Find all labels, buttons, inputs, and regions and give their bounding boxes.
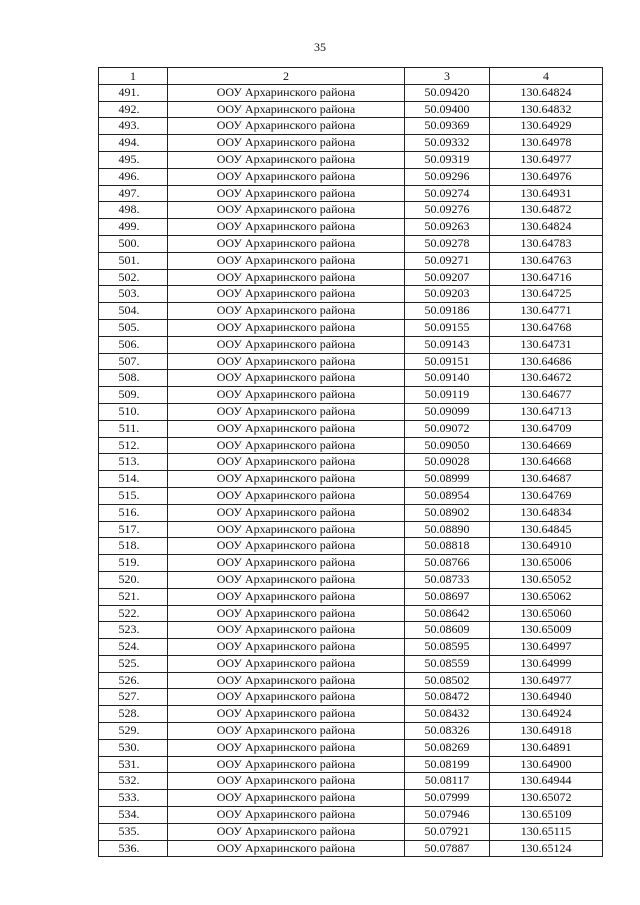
object-name-cell: ООУ Архаринского района xyxy=(168,151,405,168)
object-name-cell: ООУ Архаринского района xyxy=(168,487,405,504)
longitude-cell: 130.64834 xyxy=(490,504,603,521)
longitude-cell: 130.64686 xyxy=(490,353,603,370)
row-number-cell: 534. xyxy=(99,807,168,824)
object-name-cell: ООУ Архаринского района xyxy=(168,756,405,773)
table-row xyxy=(99,353,603,370)
object-name-cell: ООУ Архаринского района xyxy=(168,437,405,454)
row-number-cell: 523. xyxy=(99,622,168,639)
object-name-cell: ООУ Архаринского района xyxy=(168,723,405,740)
longitude-cell: 130.64716 xyxy=(490,269,603,286)
row-number-cell: 519. xyxy=(99,555,168,572)
longitude-cell: 130.65006 xyxy=(490,555,603,572)
object-name-cell: ООУ Архаринского района xyxy=(168,504,405,521)
object-name-cell: ООУ Архаринского района xyxy=(168,571,405,588)
table-row xyxy=(99,706,603,723)
table-row xyxy=(99,723,603,740)
table-row xyxy=(99,101,603,118)
row-number-cell: 502. xyxy=(99,269,168,286)
row-number-cell: 513. xyxy=(99,454,168,471)
row-number-cell: 504. xyxy=(99,303,168,320)
longitude-cell: 130.64824 xyxy=(490,219,603,236)
object-name-cell: ООУ Архаринского района xyxy=(168,706,405,723)
column-header-2: 2 xyxy=(168,68,405,85)
longitude-cell: 130.64910 xyxy=(490,538,603,555)
row-number-cell: 527. xyxy=(99,689,168,706)
row-number-cell: 532. xyxy=(99,773,168,790)
column-header-4: 4 xyxy=(490,68,603,85)
row-number-cell: 524. xyxy=(99,639,168,656)
latitude-cell: 50.08117 xyxy=(405,773,490,790)
row-number-cell: 508. xyxy=(99,370,168,387)
longitude-cell: 130.65060 xyxy=(490,605,603,622)
table-header-row xyxy=(99,68,603,85)
longitude-cell: 130.64918 xyxy=(490,723,603,740)
longitude-cell: 130.64891 xyxy=(490,739,603,756)
object-name-cell: ООУ Архаринского района xyxy=(168,555,405,572)
row-number-cell: 500. xyxy=(99,235,168,252)
object-name-cell: ООУ Архаринского района xyxy=(168,823,405,840)
longitude-cell: 130.64769 xyxy=(490,487,603,504)
latitude-cell: 50.09155 xyxy=(405,319,490,336)
longitude-cell: 130.64669 xyxy=(490,437,603,454)
longitude-cell: 130.64668 xyxy=(490,454,603,471)
longitude-cell: 130.64709 xyxy=(490,420,603,437)
row-number-cell: 501. xyxy=(99,252,168,269)
table-row xyxy=(99,252,603,269)
longitude-cell: 130.65052 xyxy=(490,571,603,588)
row-number-cell: 518. xyxy=(99,538,168,555)
table-row xyxy=(99,471,603,488)
table-row xyxy=(99,370,603,387)
table-row xyxy=(99,655,603,672)
table-row xyxy=(99,185,603,202)
object-name-cell: ООУ Архаринского района xyxy=(168,420,405,437)
table-row xyxy=(99,605,603,622)
table-row xyxy=(99,672,603,689)
latitude-cell: 50.09274 xyxy=(405,185,490,202)
latitude-cell: 50.09119 xyxy=(405,387,490,404)
row-number-cell: 510. xyxy=(99,403,168,420)
object-name-cell: ООУ Архаринского района xyxy=(168,655,405,672)
latitude-cell: 50.08766 xyxy=(405,555,490,572)
table-row xyxy=(99,454,603,471)
longitude-cell: 130.65062 xyxy=(490,588,603,605)
row-number-cell: 526. xyxy=(99,672,168,689)
object-name-cell: ООУ Архаринского района xyxy=(168,521,405,538)
row-number-cell: 494. xyxy=(99,135,168,152)
table-row xyxy=(99,823,603,840)
latitude-cell: 50.08818 xyxy=(405,538,490,555)
object-name-cell: ООУ Архаринского района xyxy=(168,135,405,152)
object-name-cell: ООУ Архаринского района xyxy=(168,101,405,118)
longitude-cell: 130.64725 xyxy=(490,286,603,303)
latitude-cell: 50.09271 xyxy=(405,252,490,269)
row-number-cell: 522. xyxy=(99,605,168,622)
row-number-cell: 492. xyxy=(99,101,168,118)
row-number-cell: 496. xyxy=(99,168,168,185)
latitude-cell: 50.08432 xyxy=(405,706,490,723)
longitude-cell: 130.65009 xyxy=(490,622,603,639)
row-number-cell: 514. xyxy=(99,471,168,488)
latitude-cell: 50.09028 xyxy=(405,454,490,471)
table-row xyxy=(99,118,603,135)
object-name-cell: ООУ Архаринского района xyxy=(168,168,405,185)
object-name-cell: ООУ Архаринского района xyxy=(168,605,405,622)
table-row xyxy=(99,387,603,404)
object-name-cell: ООУ Архаринского района xyxy=(168,403,405,420)
latitude-cell: 50.09400 xyxy=(405,101,490,118)
table-row xyxy=(99,689,603,706)
latitude-cell: 50.08890 xyxy=(405,521,490,538)
latitude-cell: 50.09263 xyxy=(405,219,490,236)
row-number-cell: 506. xyxy=(99,336,168,353)
row-number-cell: 520. xyxy=(99,571,168,588)
object-name-cell: ООУ Архаринского района xyxy=(168,185,405,202)
table-row xyxy=(99,773,603,790)
row-number-cell: 533. xyxy=(99,790,168,807)
latitude-cell: 50.08559 xyxy=(405,655,490,672)
longitude-cell: 130.64977 xyxy=(490,151,603,168)
object-name-cell: ООУ Архаринского района xyxy=(168,622,405,639)
longitude-cell: 130.64687 xyxy=(490,471,603,488)
object-name-cell: ООУ Архаринского района xyxy=(168,319,405,336)
object-name-cell: ООУ Архаринского района xyxy=(168,219,405,236)
longitude-cell: 130.64824 xyxy=(490,84,603,101)
longitude-cell: 130.64900 xyxy=(490,756,603,773)
row-number-cell: 497. xyxy=(99,185,168,202)
row-number-cell: 531. xyxy=(99,756,168,773)
object-name-cell: ООУ Архаринского района xyxy=(168,303,405,320)
latitude-cell: 50.09099 xyxy=(405,403,490,420)
latitude-cell: 50.09072 xyxy=(405,420,490,437)
latitude-cell: 50.09278 xyxy=(405,235,490,252)
table-body xyxy=(99,84,603,857)
latitude-cell: 50.09296 xyxy=(405,168,490,185)
latitude-cell: 50.08902 xyxy=(405,504,490,521)
longitude-cell: 130.64929 xyxy=(490,118,603,135)
longitude-cell: 130.64768 xyxy=(490,319,603,336)
latitude-cell: 50.08472 xyxy=(405,689,490,706)
longitude-cell: 130.64924 xyxy=(490,706,603,723)
latitude-cell: 50.08502 xyxy=(405,672,490,689)
row-number-cell: 491. xyxy=(99,84,168,101)
longitude-cell: 130.64931 xyxy=(490,185,603,202)
longitude-cell: 130.64731 xyxy=(490,336,603,353)
row-number-cell: 503. xyxy=(99,286,168,303)
latitude-cell: 50.09420 xyxy=(405,84,490,101)
row-number-cell: 530. xyxy=(99,739,168,756)
latitude-cell: 50.08697 xyxy=(405,588,490,605)
row-number-cell: 525. xyxy=(99,655,168,672)
object-name-cell: ООУ Архаринского района xyxy=(168,252,405,269)
longitude-cell: 130.64940 xyxy=(490,689,603,706)
latitude-cell: 50.09143 xyxy=(405,336,490,353)
longitude-cell: 130.64713 xyxy=(490,403,603,420)
longitude-cell: 130.65124 xyxy=(490,840,603,857)
longitude-cell: 130.64771 xyxy=(490,303,603,320)
longitude-cell: 130.64997 xyxy=(490,639,603,656)
object-name-cell: ООУ Архаринского района xyxy=(168,286,405,303)
row-number-cell: 528. xyxy=(99,706,168,723)
table-row xyxy=(99,588,603,605)
longitude-cell: 130.64677 xyxy=(490,387,603,404)
longitude-cell: 130.64672 xyxy=(490,370,603,387)
object-name-cell: ООУ Архаринского района xyxy=(168,689,405,706)
longitude-cell: 130.64783 xyxy=(490,235,603,252)
object-name-cell: ООУ Архаринского района xyxy=(168,807,405,824)
longitude-cell: 130.65072 xyxy=(490,790,603,807)
table-row xyxy=(99,571,603,588)
table-row xyxy=(99,235,603,252)
latitude-cell: 50.08199 xyxy=(405,756,490,773)
object-name-cell: ООУ Архаринского района xyxy=(168,370,405,387)
column-header-1: 1 xyxy=(99,68,168,85)
latitude-cell: 50.08733 xyxy=(405,571,490,588)
table-row xyxy=(99,739,603,756)
object-name-cell: ООУ Архаринского района xyxy=(168,739,405,756)
table-row xyxy=(99,336,603,353)
latitude-cell: 50.07999 xyxy=(405,790,490,807)
latitude-cell: 50.08954 xyxy=(405,487,490,504)
row-number-cell: 536. xyxy=(99,840,168,857)
longitude-cell: 130.64999 xyxy=(490,655,603,672)
row-number-cell: 498. xyxy=(99,202,168,219)
table-row xyxy=(99,319,603,336)
longitude-cell: 130.64872 xyxy=(490,202,603,219)
row-number-cell: 507. xyxy=(99,353,168,370)
row-number-cell: 493. xyxy=(99,118,168,135)
longitude-cell: 130.65115 xyxy=(490,823,603,840)
latitude-cell: 50.09276 xyxy=(405,202,490,219)
latitude-cell: 50.09050 xyxy=(405,437,490,454)
row-number-cell: 517. xyxy=(99,521,168,538)
latitude-cell: 50.09151 xyxy=(405,353,490,370)
longitude-cell: 130.64978 xyxy=(490,135,603,152)
table-row xyxy=(99,151,603,168)
object-name-cell: ООУ Архаринского района xyxy=(168,790,405,807)
object-name-cell: ООУ Архаринского района xyxy=(168,454,405,471)
row-number-cell: 515. xyxy=(99,487,168,504)
object-name-cell: ООУ Архаринского района xyxy=(168,269,405,286)
table-row xyxy=(99,756,603,773)
latitude-cell: 50.08595 xyxy=(405,639,490,656)
object-name-cell: ООУ Архаринского района xyxy=(168,639,405,656)
table-row xyxy=(99,403,603,420)
latitude-cell: 50.09369 xyxy=(405,118,490,135)
table-row xyxy=(99,639,603,656)
object-name-cell: ООУ Архаринского района xyxy=(168,588,405,605)
latitude-cell: 50.07921 xyxy=(405,823,490,840)
longitude-cell: 130.65109 xyxy=(490,807,603,824)
latitude-cell: 50.08609 xyxy=(405,622,490,639)
longitude-cell: 130.64944 xyxy=(490,773,603,790)
table-row xyxy=(99,437,603,454)
row-number-cell: 516. xyxy=(99,504,168,521)
row-number-cell: 509. xyxy=(99,387,168,404)
table-row xyxy=(99,135,603,152)
object-name-cell: ООУ Архаринского района xyxy=(168,336,405,353)
latitude-cell: 50.09186 xyxy=(405,303,490,320)
latitude-cell: 50.08326 xyxy=(405,723,490,740)
table-row xyxy=(99,840,603,857)
table-row xyxy=(99,420,603,437)
object-name-cell: ООУ Архаринского района xyxy=(168,202,405,219)
table-row xyxy=(99,84,603,101)
table-row xyxy=(99,521,603,538)
latitude-cell: 50.07946 xyxy=(405,807,490,824)
latitude-cell: 50.09319 xyxy=(405,151,490,168)
object-name-cell: ООУ Архаринского района xyxy=(168,538,405,555)
table-row xyxy=(99,168,603,185)
column-header-3: 3 xyxy=(405,68,490,85)
table-row xyxy=(99,269,603,286)
row-number-cell: 535. xyxy=(99,823,168,840)
longitude-cell: 130.64977 xyxy=(490,672,603,689)
table-row xyxy=(99,303,603,320)
table-row xyxy=(99,219,603,236)
latitude-cell: 50.09140 xyxy=(405,370,490,387)
latitude-cell: 50.09332 xyxy=(405,135,490,152)
object-name-cell: ООУ Архаринского района xyxy=(168,840,405,857)
object-name-cell: ООУ Архаринского района xyxy=(168,84,405,101)
row-number-cell: 511. xyxy=(99,420,168,437)
table-row xyxy=(99,504,603,521)
row-number-cell: 521. xyxy=(99,588,168,605)
longitude-cell: 130.64845 xyxy=(490,521,603,538)
object-name-cell: ООУ Архаринского района xyxy=(168,471,405,488)
row-number-cell: 499. xyxy=(99,219,168,236)
latitude-cell: 50.09203 xyxy=(405,286,490,303)
latitude-cell: 50.07887 xyxy=(405,840,490,857)
longitude-cell: 130.64763 xyxy=(490,252,603,269)
object-name-cell: ООУ Архаринского района xyxy=(168,118,405,135)
object-name-cell: ООУ Архаринского района xyxy=(168,235,405,252)
table-row xyxy=(99,538,603,555)
latitude-cell: 50.08642 xyxy=(405,605,490,622)
coordinates-table xyxy=(98,67,603,857)
page-number: 35 xyxy=(314,40,326,54)
table-row xyxy=(99,790,603,807)
longitude-cell: 130.64832 xyxy=(490,101,603,118)
table-row xyxy=(99,622,603,639)
object-name-cell: ООУ Архаринского района xyxy=(168,672,405,689)
row-number-cell: 512. xyxy=(99,437,168,454)
row-number-cell: 529. xyxy=(99,723,168,740)
table-row xyxy=(99,807,603,824)
object-name-cell: ООУ Архаринского района xyxy=(168,387,405,404)
table-row xyxy=(99,286,603,303)
object-name-cell: ООУ Архаринского района xyxy=(168,773,405,790)
latitude-cell: 50.09207 xyxy=(405,269,490,286)
table-row xyxy=(99,487,603,504)
object-name-cell: ООУ Архаринского района xyxy=(168,353,405,370)
latitude-cell: 50.08999 xyxy=(405,471,490,488)
longitude-cell: 130.64976 xyxy=(490,168,603,185)
row-number-cell: 495. xyxy=(99,151,168,168)
row-number-cell: 505. xyxy=(99,319,168,336)
table-row xyxy=(99,555,603,572)
table-row xyxy=(99,202,603,219)
latitude-cell: 50.08269 xyxy=(405,739,490,756)
